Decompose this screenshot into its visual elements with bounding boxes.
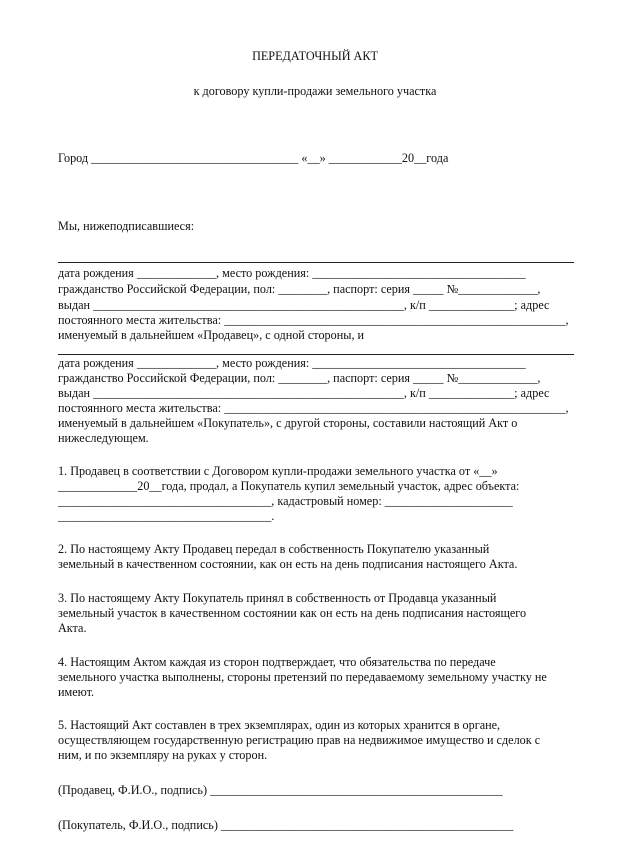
clause-4-line-1: 4. Настоящим Актом каждая из сторон подтверждает, что обязательства по передаче — [58, 655, 496, 669]
buyer-designation-continued: нижеследующем. — [58, 431, 149, 445]
clause-2-line-1: 2. По настоящему Акту Продавец передал в собственность Покупателю указанный — [58, 542, 490, 556]
clause-5-line-1: 5. Настоящий Акт составлен в трех экземплярах, один из которых хранится в органе, — [58, 718, 501, 732]
seller-birth-line: дата рождения _____________, место рождения: ___________________________________ — [58, 266, 526, 280]
seller-designation-line: именуемый в дальнейшем «Продавец», с одной стороны, и — [58, 328, 365, 342]
clause-1-line-1: 1. Продавец в соответствии с Договором купли-продажи земельного участка от «__» — [58, 464, 498, 478]
buyer-designation-line: именуемый в дальнейшем «Покупатель», с другой стороны, составили настоящий Акт о — [58, 416, 518, 430]
buyer-issued-line: выдан ___________________________________________________, к/п ______________; адрес — [58, 386, 550, 400]
document-title: ПЕРЕДАТОЧНЫЙ АКТ — [252, 49, 378, 63]
city-date-line: Город __________________________________ «__» ____________20__года — [58, 151, 449, 165]
clause-3-line-2: земельный участок в качественном состоянии как он есть на день подписания настоящего — [58, 606, 527, 620]
seller-residence-line: постоянного места жительства: ________________________________________________________, — [58, 313, 569, 327]
buyer-residence-line: постоянного места жительства: ________________________________________________________, — [58, 401, 569, 415]
seller-name-field-line — [58, 262, 574, 263]
seller-issued-line: выдан ___________________________________________________, к/п ______________; адрес — [58, 298, 550, 312]
buyer-birth-line: дата рождения _____________, место рождения: ___________________________________ — [58, 356, 526, 370]
seller-signature-line: (Продавец, Ф.И.О., подпись) ________________________________________________ — [58, 783, 503, 797]
clause-1-line-4: ___________________________________. — [58, 509, 275, 523]
buyer-signature-line: (Покупатель, Ф.И.О., подпись) ________________________________________________ — [58, 818, 514, 832]
clause-3-line-1: 3. По настоящему Акту Покупатель принял в собственность от Продавца указанный — [58, 591, 497, 605]
buyer-name-field-line — [58, 354, 574, 355]
clause-3-line-3: Акта. — [58, 621, 87, 635]
clause-4-line-2: земельного участка выполнены, стороны претензий по передаваемому земельному участку не — [58, 670, 547, 684]
seller-passport-line: гражданство Российской Федерации, пол: ________, паспорт: серия _____ №_____________, — [58, 282, 541, 296]
clause-1-line-2: _____________20__года, продал, а Покупатель купил земельный участок, адрес объекта: — [58, 479, 520, 493]
document-subtitle: к договору купли-продажи земельного участка — [193, 84, 437, 98]
clause-1-line-3: ___________________________________, кадастровый номер: _____________________ — [58, 494, 513, 508]
buyer-passport-line: гражданство Российской Федерации, пол: ________, паспорт: серия _____ №_____________, — [58, 371, 541, 385]
clause-2-line-2: земельный в качественном состоянии, как он есть на день подписания настоящего Акта. — [58, 557, 518, 571]
clause-4-line-3: имеют. — [58, 685, 95, 699]
clause-5-line-3: ним, и по экземпляру на руках у сторон. — [58, 748, 268, 762]
clause-5-line-2: осуществляющем государственную регистрацию прав на недвижимое имущество и сделок с — [58, 733, 541, 747]
intro-text: Мы, нижеподписавшиеся: — [58, 219, 195, 233]
